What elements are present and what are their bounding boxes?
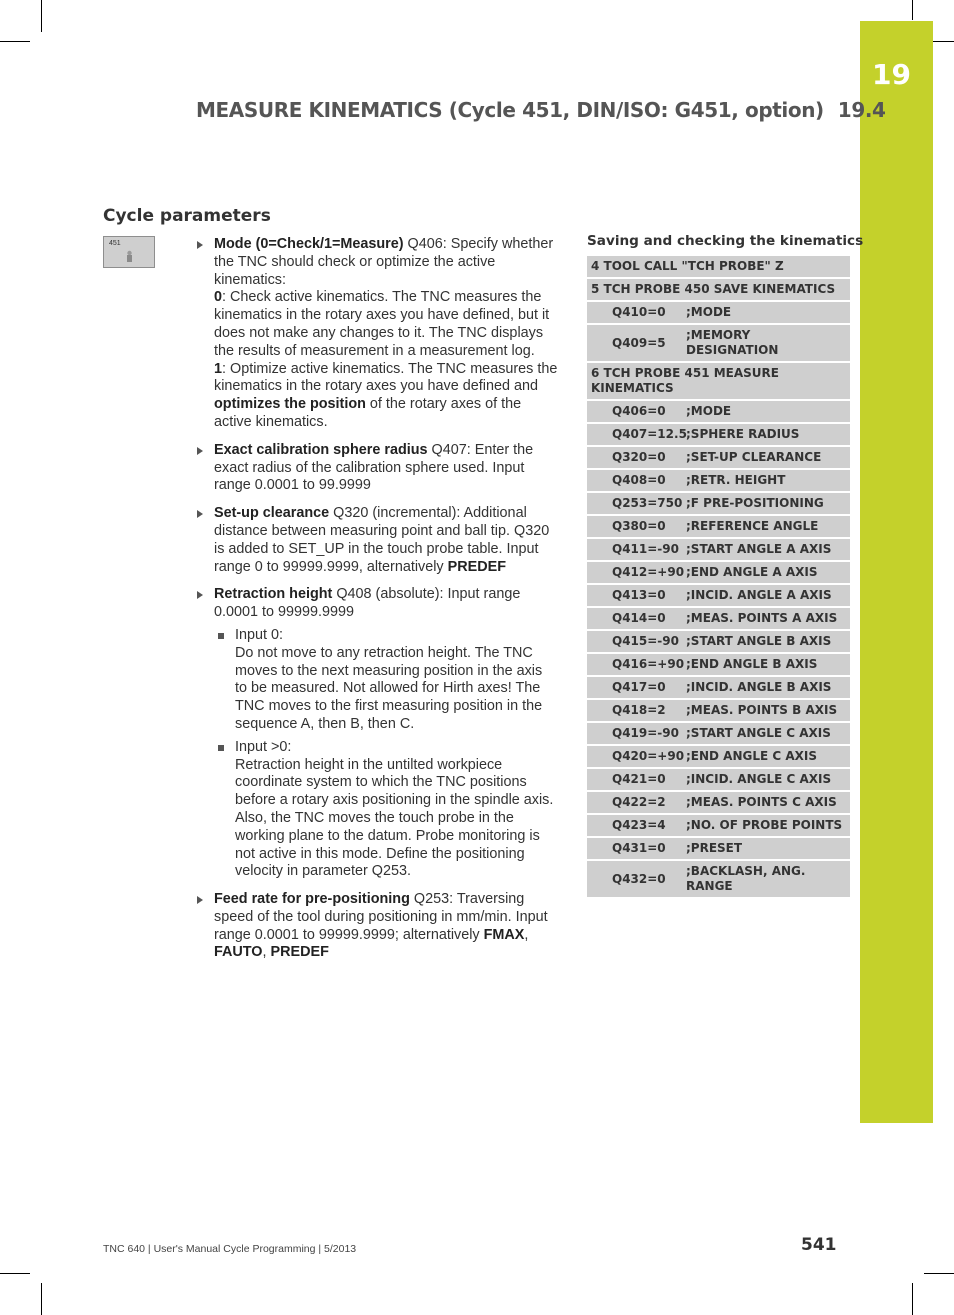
table-row — [587, 493, 850, 516]
param-comment: ;REFERENCE ANGLE — [686, 519, 819, 533]
table-row — [587, 470, 850, 493]
separator: , — [262, 944, 271, 961]
param-value: Q416=+90 — [612, 657, 685, 671]
param-value: Q407=12.5 — [612, 427, 687, 441]
cycle-softkey-image — [103, 236, 155, 268]
table-row — [587, 838, 850, 861]
param-bold-tail: PREDEF — [270, 944, 329, 961]
table-row — [587, 792, 850, 815]
param-value: Q420=+90 — [612, 749, 685, 763]
table-row-block: 4 TOOL CALL "TCH PROBE" Z — [587, 256, 850, 279]
header-title: MEASURE KINEMATICS (Cycle 451, DIN/ISO: G451, option) — [196, 98, 824, 122]
param-value: Q415=-90 — [612, 634, 679, 648]
param-value: Q408=0 — [612, 473, 666, 487]
param-value: Q406=0 — [612, 404, 666, 418]
option-bold: optimizes the position — [214, 396, 366, 413]
param-comment: ;MEAS. POINTS C AXIS — [686, 795, 837, 809]
footer: TNC 640 | User's Manual Cycle Programming | 5/2013 — [103, 1243, 357, 1255]
param-value: Q421=0 — [612, 772, 666, 786]
running-header — [196, 98, 886, 122]
option-key: 0 — [214, 289, 223, 306]
table-row-block: 6 TCH PROBE 451 MEASURE KINEMATICS — [587, 363, 850, 401]
param-text: Q408 (absolute): Input range 0.0001 to 99999.9999 — [214, 586, 521, 621]
param-name: Retraction height — [214, 586, 333, 603]
param-comment: ;END ANGLE A AXIS — [686, 565, 818, 579]
arrow-bullet-icon — [197, 510, 203, 518]
table-row — [587, 677, 850, 700]
param-comment: ;MEAS. POINTS B AXIS — [686, 703, 838, 717]
sub-title: Input >0: — [235, 738, 292, 755]
table-row — [587, 424, 850, 447]
table-row — [587, 700, 850, 723]
option-text: : Check active kinematics. The TNC measures the kinematics in the rotary axes you have defined, but it does not make any changes to it. The TNC displays the results of measurement in a measurement log. — [214, 289, 550, 359]
table-row — [587, 631, 850, 654]
param-text: Q406: Specify whether the TNC should check or optimize the active kinematics: — [214, 236, 554, 288]
param-bold-tail: FMAX — [483, 926, 525, 943]
table-row — [587, 723, 850, 746]
param-value: Q414=0 — [612, 611, 666, 625]
sub-title: Input 0: — [235, 626, 284, 643]
param-value: Q320=0 — [612, 450, 666, 464]
param-name: Feed rate for pre-positioning — [214, 891, 410, 908]
table-row — [587, 746, 850, 769]
table-row — [587, 447, 850, 470]
param-comment: ;MEMORY DESIGNATION — [686, 328, 779, 357]
param-item-feed-rate — [196, 891, 558, 962]
arrow-bullet-icon — [197, 896, 203, 904]
param-comment: ;SET-UP CLEARANCE — [686, 450, 822, 464]
param-name: Mode (0=Check/1=Measure) — [214, 236, 404, 252]
param-item-retraction-height — [196, 586, 558, 881]
param-comment: ;MODE — [686, 305, 732, 319]
table-row — [587, 608, 850, 631]
param-comment: ;START ANGLE A AXIS — [686, 542, 832, 556]
table-title: Saving and checking the kinematics — [587, 233, 864, 249]
param-text: Q320 (incremental): Additional distance between measuring point and ball tip. Q320 is added to SET_UP in the touch probe table. Input range 0 to 99999.9999, alternatively — [214, 505, 550, 575]
param-value: Q410=0 — [612, 305, 666, 319]
param-value: Q380=0 — [612, 519, 666, 533]
param-name: Exact calibration sphere radius — [214, 441, 428, 458]
param-text: Q253: Traversing speed of the tool during positioning in mm/min. Input range 0.0001 to 99999.9999; alternatively — [214, 891, 548, 943]
sub-text: Do not move to any retraction height. The TNC moves to the next measuring position in the axis to be measured. Not allowed for Hirth axes! The TNC moves to the first measuring position in the sequence A, then B, then C. — [235, 644, 543, 732]
param-value: Q431=0 — [612, 841, 666, 855]
table-row — [587, 562, 850, 585]
separator: , — [524, 926, 529, 943]
table-row — [587, 325, 850, 363]
option-text: : Optimize active kinematics. The TNC measures the kinematics in the rotary axes you have defined and — [214, 360, 558, 395]
param-comment: ;NO. OF PROBE POINTS — [686, 818, 843, 832]
crop-mark — [0, 41, 30, 42]
softkey-label: 451 — [109, 240, 121, 247]
param-comment: ;PRESET — [686, 841, 743, 855]
param-value: Q417=0 — [612, 680, 666, 694]
crop-mark — [912, 1283, 913, 1315]
param-comment: ;INCID. ANGLE B AXIS — [686, 680, 832, 694]
section-heading: Cycle parameters — [103, 206, 271, 226]
param-value: Q413=0 — [612, 588, 666, 602]
table-row-block: 5 TCH PROBE 450 SAVE KINEMATICS — [587, 279, 850, 302]
crop-mark — [0, 1273, 30, 1274]
param-comment: ;END ANGLE B AXIS — [686, 657, 818, 671]
crop-mark — [924, 1273, 954, 1274]
option-key: 1 — [214, 360, 223, 377]
param-comment: ;RETR. HEIGHT — [686, 473, 786, 487]
table-row — [587, 769, 850, 792]
param-value: Q432=0 — [612, 871, 666, 886]
param-comment: ;SPHERE RADIUS — [686, 427, 800, 441]
crop-mark — [912, 0, 913, 20]
table-row — [587, 539, 850, 562]
param-bold-tail: FAUTO — [214, 944, 263, 961]
touch-probe-icon — [126, 250, 133, 263]
param-value: Q412=+90 — [612, 565, 685, 579]
param-bold-tail: PREDEF — [447, 558, 506, 575]
param-value: Q409=5 — [612, 335, 666, 350]
square-bullet-icon — [218, 633, 224, 639]
chapter-tab — [860, 21, 933, 1123]
param-value: Q422=2 — [612, 795, 666, 809]
param-item-sphere-radius — [196, 442, 558, 495]
option-text: of the rotary axes of the active kinematics. — [214, 396, 522, 430]
table-row — [587, 585, 850, 608]
sub-item — [214, 739, 558, 881]
param-text: Q407: Enter the exact radius of the calibration sphere used. Input range 0.0001 to 99.9999 — [214, 441, 534, 494]
table-row — [587, 654, 850, 677]
param-value: Q253=750 — [612, 496, 683, 510]
arrow-bullet-icon — [197, 241, 203, 249]
crop-mark — [41, 1283, 42, 1315]
nc-program-table — [587, 256, 850, 899]
param-value: Q418=2 — [612, 703, 666, 717]
table-row — [587, 302, 850, 325]
page-number: 541 — [801, 1235, 837, 1255]
table-row — [587, 401, 850, 424]
param-value: Q423=4 — [612, 818, 666, 832]
square-bullet-icon — [218, 745, 224, 751]
param-comment: ;END ANGLE C AXIS — [686, 749, 818, 763]
param-comment: ;START ANGLE C AXIS — [686, 726, 831, 740]
param-value: Q419=-90 — [612, 726, 679, 740]
sub-text: Retraction height in the untilted workpiece coordinate system to which the TNC positions before a rotary axis positioning in the spindle axis. Also, the TNC moves the touch probe in the working plane to the datum. Probe monitoring is not active in this mode. Define the positioning velocity in parameter Q253. — [235, 756, 554, 880]
param-item-mode — [196, 236, 558, 432]
table-row — [587, 815, 850, 838]
param-comment: ;BACKLASH, ANG. RANGE — [686, 864, 806, 893]
param-comment: ;MODE — [686, 404, 732, 418]
param-comment: ;START ANGLE B AXIS — [686, 634, 832, 648]
param-value: Q411=-90 — [612, 542, 679, 556]
param-name: Set-up clearance — [214, 505, 330, 522]
arrow-bullet-icon — [197, 447, 203, 455]
param-comment: ;INCID. ANGLE A AXIS — [686, 588, 832, 602]
header-section: 19.4 — [837, 98, 886, 122]
table-row — [587, 861, 850, 899]
crop-mark — [41, 0, 42, 32]
param-comment: ;INCID. ANGLE C AXIS — [686, 772, 832, 786]
param-comment: ;MEAS. POINTS A AXIS — [686, 611, 838, 625]
sub-item — [214, 627, 558, 734]
table-row — [587, 516, 850, 539]
arrow-bullet-icon — [197, 591, 203, 599]
param-comment: ;F PRE-POSITIONING — [686, 496, 824, 510]
param-item-setup-clearance — [196, 505, 558, 576]
parameter-list — [196, 236, 558, 972]
chapter-number: 19 — [872, 58, 911, 91]
